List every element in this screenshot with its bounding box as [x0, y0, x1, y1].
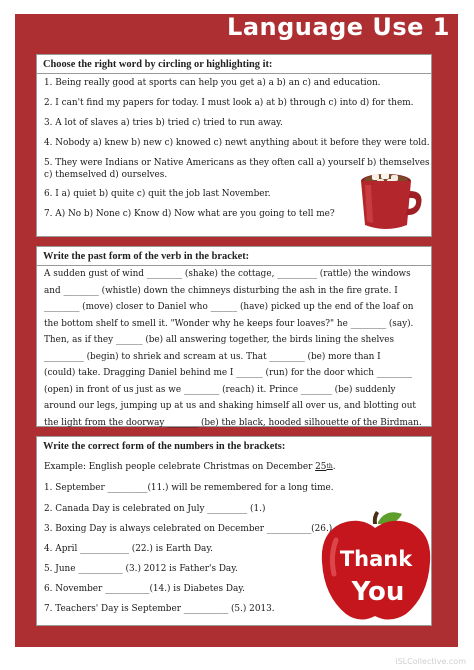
list-item: 7. Teachers' Day is September __________ (5.) 2013.: [44, 604, 275, 614]
example-text: Example: English people celebrate Christmas on December: [44, 462, 316, 472]
example-answer: 25: [315, 462, 327, 472]
example-line: [44, 461, 336, 473]
section-heading: Write the past form of the verb in the bracket:: [37, 247, 431, 266]
paragraph-line: ________ (move) closer to Daniel who ______ (have) picked up the end of the loaf on: [44, 302, 414, 312]
list-item: 6. I a) quiet b) quite c) quit the job last November.: [44, 189, 271, 199]
list-item: 2. I can't find my papers for today. I must look a) at b) through c) into d) for them.: [44, 98, 414, 108]
list-item: 3. A lot of slaves a) tries b) tried c) tried to run away.: [44, 118, 283, 128]
list-item: 2. Canada Day is celebrated on July _________ (1.): [44, 504, 266, 514]
section-heading: Write the correct form of the numbers in the brackets:: [43, 441, 286, 452]
paragraph-line: around our legs, jumping up at us and shaking himself all over us, and blotting out: [44, 401, 416, 411]
list-item: 7. A) No b) None c) Know d) Now what are you going to tell me?: [44, 209, 335, 219]
paragraph-line: and ________ (whistle) down the chimneys disturbing the ash in the fire grate. I: [44, 285, 398, 296]
list-item: 4. April ___________ (22.) is Earth Day.: [44, 544, 214, 554]
list-item: 5. June __________ (3.) 2012 is Father's Day.: [44, 564, 238, 574]
footer-watermark: iSLCollective.com: [395, 657, 466, 666]
paragraph-line: A sudden gust of wind ________ (shake) the cottage, _________ (rattle) the windows: [44, 269, 411, 279]
page-title: Language Use 1: [227, 13, 450, 41]
paragraph-line: the bottom shelf to smell it. "Wonder why he keeps four loaves?" he ________ (say).: [44, 318, 414, 329]
example-end: .: [332, 462, 336, 472]
paragraph-line: the light from the doorway _______ (be) the black, hooded silhouette of the Birdman.: [44, 417, 422, 428]
thank-you-apple-icon: [320, 510, 432, 624]
list-item-continued: c) themselved d) ourselves.: [44, 170, 168, 180]
list-item: 1. September _________(11.) will be remembered for a long time.: [44, 483, 334, 493]
paragraph-line: Then, as if they ______ (be) all answering together, the birds lining the shelves: [44, 335, 395, 345]
paragraph-line: (could) take. Dragging Daniel behind me I ______ (run) for the door which ________: [44, 368, 413, 378]
apple-text-line2: You: [351, 577, 405, 607]
list-item: 4. Nobody a) knew b) new c) knowed c) newt anything about it before they were told.: [44, 138, 430, 148]
section-past-form: [36, 246, 432, 427]
section-heading: Choose the right word by circling or highlighting it:: [37, 55, 431, 74]
list-item: 5. They were Indians or Native Americans as they often call a) yourself b) themselves: [44, 158, 430, 168]
example-suffix: th: [326, 463, 333, 470]
list-item: 6. November __________(14.) is Diabetes Day.: [44, 584, 245, 594]
cocoa-mug-icon: [355, 171, 425, 233]
exercise-paragraph: [44, 266, 429, 431]
paragraph-line: (open) in front of us just as we ________ (reach) it. Prince _______ (be) suddenly: [44, 384, 396, 395]
list-item: 1. Being really good at sports can help you get a) a b) an c) and education.: [44, 78, 381, 88]
list-item: 3. Boxing Day is always celebrated on December __________(26.): [44, 524, 333, 534]
paragraph-line: _________ (begin) to shriek and scream at us. That ________ (be) more than I: [44, 351, 381, 362]
apple-text-line1: Thank: [339, 547, 413, 571]
